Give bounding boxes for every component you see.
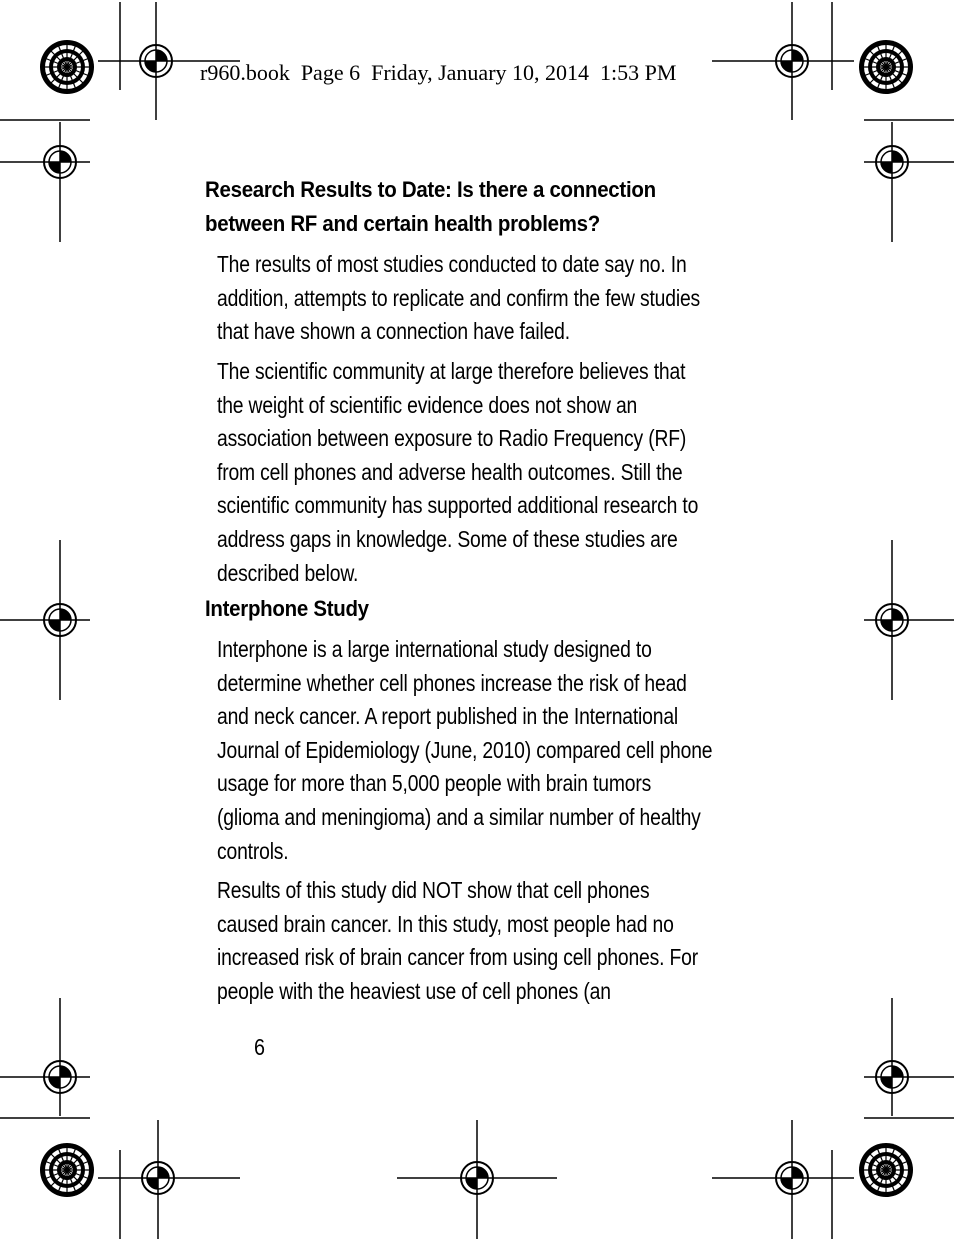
slug-line: r960.book Page 6 Friday, January 10, 2014 1:53 PM [200,60,677,85]
paragraph-scientific-community: The scientific community at large therefore believes that the weight of scientific evidence does not show an association between exposure to Radio Frequency (RF) from cell phones and adverse health outcomes. Still the scientific community has supported additional research to address gaps in knowledge. Some of these studies are described below. [217,358,699,586]
paragraph-interphone: Interphone is a large international study designed to determine whether cell phones increase the risk of head and neck cancer. A report published in the International Journal of Epidemiology (June, 2010) compared cell phone usage for more than 5,000 people with brain tumors (glioma and meningioma) and a similar number of healthy controls. [217,636,713,864]
paragraph-results: The results of most studies conducted to date say no. In addition, attempts to replicate and confirm the few studies that have shown a connection have failed. [217,251,701,345]
section-heading-interphone: Interphone Study [205,596,369,621]
paragraph-study-results: Results of this study did NOT show that cell phones caused brain cancer. In this study, most people had no increased risk of brain cancer from using cell phones. For people with the heaviest use of cell phones (an [217,877,698,1004]
section-heading-research: Research Results to Date: Is there a connection between RF and certain health problems? [205,177,656,236]
page-number: 6 [254,1034,266,1060]
